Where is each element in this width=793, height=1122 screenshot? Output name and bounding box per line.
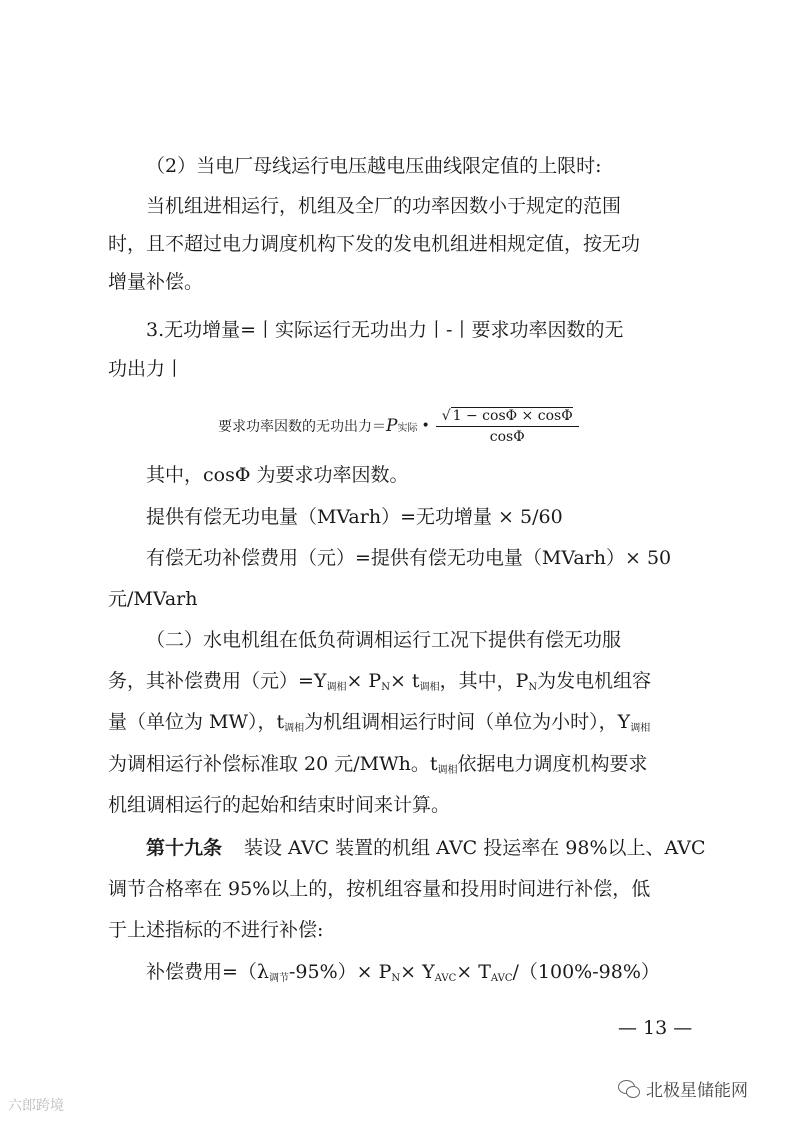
paragraph-line: （二）水电机组在低负荷调相运行工况下提供有偿无功服 [146, 629, 622, 651]
paragraph-line: （2）当电厂母线运行电压越电压曲线限定值的上限时: [146, 155, 602, 177]
watermark-left: 六郎跨境 [8, 1098, 64, 1114]
formula-lhs: 要求功率因数的无功出力＝ [218, 419, 386, 435]
page-number: — 13 — [618, 1017, 693, 1039]
wechat-icon [618, 1080, 640, 1098]
reactive-power-formula [218, 402, 579, 450]
paragraph-line: 量（单位为 MW），$t_{调相}$为机组调相运行时间（单位为小时），$Y_{调相}$ [108, 711, 651, 734]
paragraph-line: 元/MVarh [108, 588, 198, 610]
formula-dot: • [421, 418, 430, 434]
paragraph-line: 有偿无功补偿费用（元）=提供有偿无功电量（MVarh）× 50 [146, 547, 672, 569]
paragraph-line: 为调相运行补偿标准取 20 元/MWh。$t_{调相}$依据电力调度机构要求 [108, 753, 648, 776]
compensation-formula: 补偿费用$=(\lambda_{调节}-95\%)\times P_N\times Y_{AVC}\times T_{AVC}/(100\%-98\%)$ [146, 961, 660, 984]
paragraph-line: 时，且不超过电力调度机构下发的发电机组进相规定值，按无功 [108, 233, 641, 255]
formula-numerator: √ 1 − cosΦ × cosΦ [436, 408, 579, 427]
paragraph-line: 机组调相运行的起始和结束时间来计算。 [108, 794, 451, 816]
paragraph-line: 提供有偿无功电量（MVarh）=无功增量 × 5/60 [146, 506, 563, 528]
paragraph-line: 务，其补偿费用（元）$=Y_{调相}\times P_N\times t_{调相}$，其中，$P_N$为发电机组容 [108, 670, 652, 693]
paragraph-line: 于上述指标的不进行补偿: [108, 919, 324, 941]
paragraph-line: 当机组进相运行，机组及全厂的功率因数小于规定的范围 [146, 195, 622, 217]
watermark-right: 北极星储能网 [618, 1076, 748, 1101]
article-title: 第十九条 [146, 837, 223, 859]
formula-fraction [436, 408, 579, 445]
paragraph-line: 其中，cosΦ 为要求功率因数。 [146, 464, 409, 486]
paragraph-line: 功出力丨 [108, 358, 185, 380]
paragraph-line: 调节合格率在 95%以上的，按机组容量和投用时间进行补偿，低 [108, 878, 651, 900]
formula-denominator: cosΦ [489, 428, 525, 445]
formula-p: P [386, 416, 398, 436]
article-19-line: 第十九条 装设 AVC 装置的机组 AVC 投运率在 98%以上、AVC [146, 837, 706, 859]
formula-p-sub: 实际 [397, 422, 418, 434]
paragraph-line: 增量补偿。 [108, 271, 204, 293]
paragraph-line: 3.无功增量=丨实际运行无功出力丨-丨要求功率因数的无 [146, 319, 624, 341]
